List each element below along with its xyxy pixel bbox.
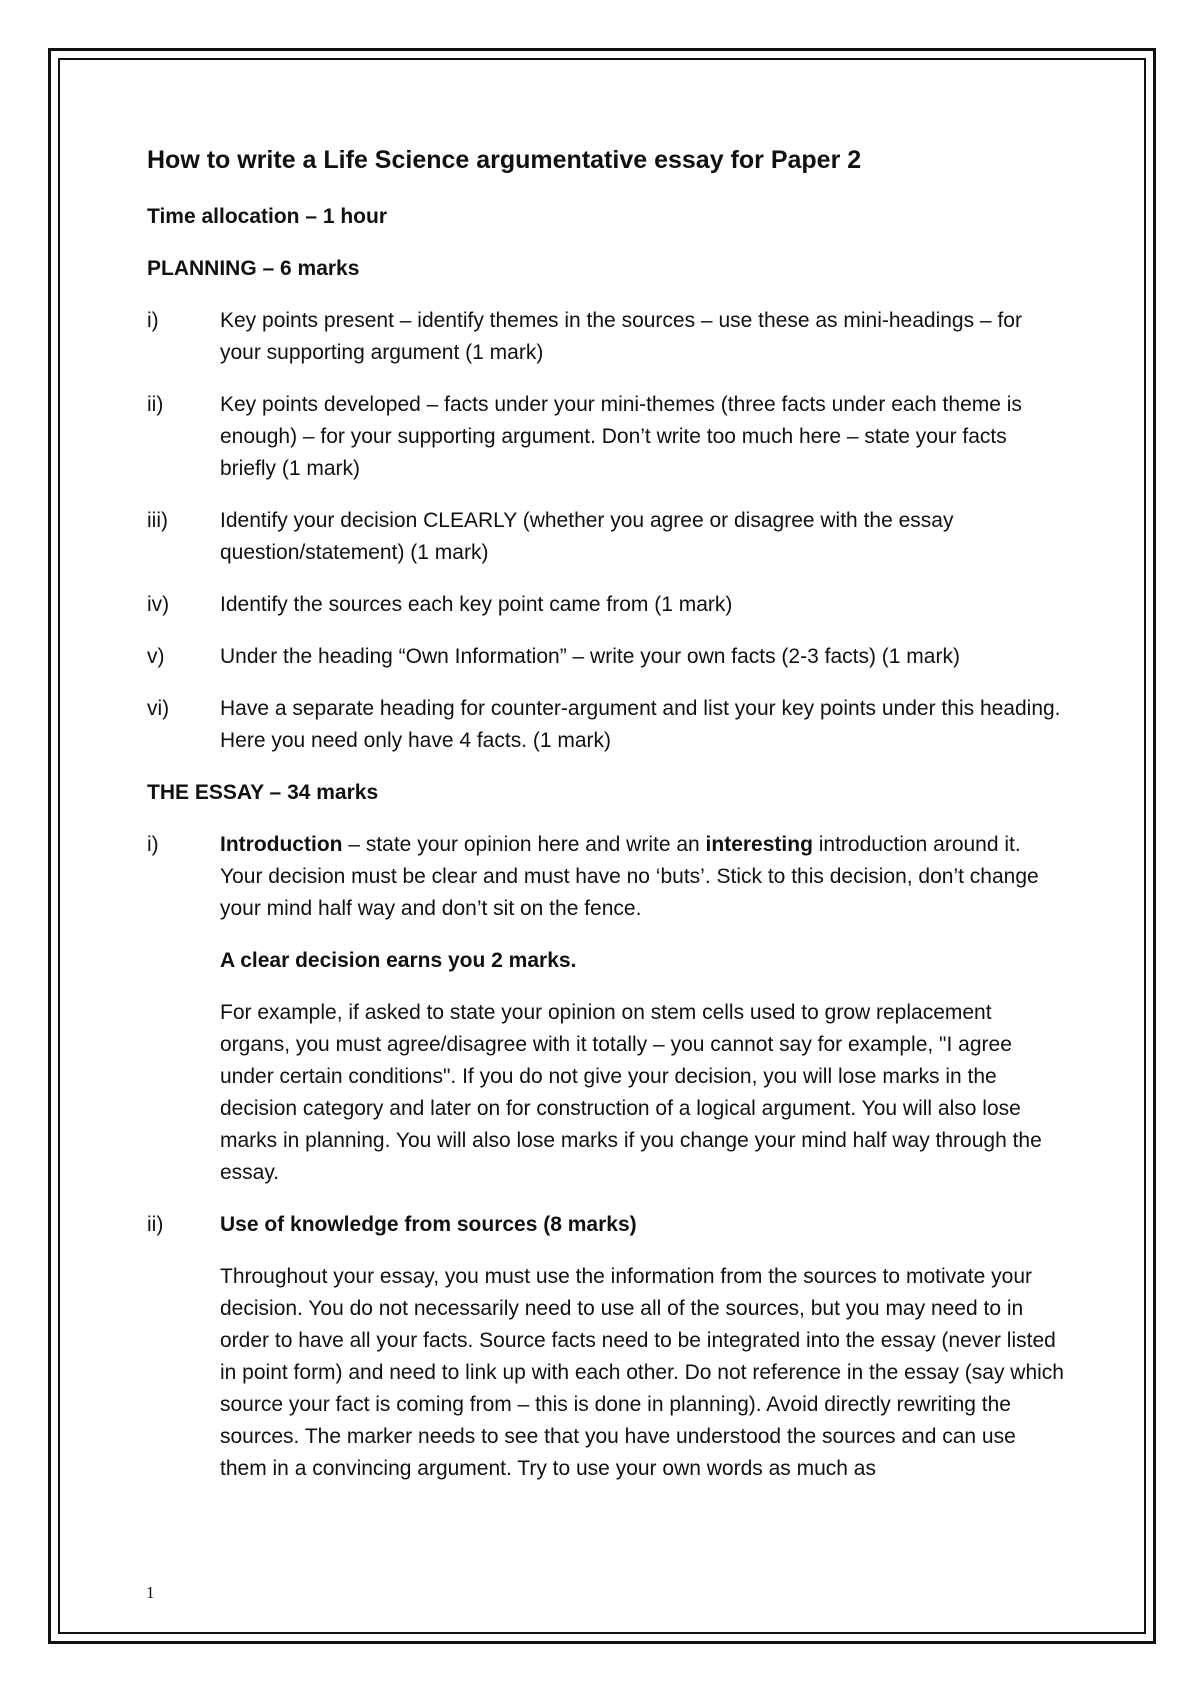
list-number: iv) — [147, 593, 170, 616]
list-number: iii) — [147, 509, 168, 532]
decision-note: A clear decision earns you 2 marks. — [220, 949, 577, 972]
list-text: Have a separate heading for counter-argument and list your key points under this heading. Here you need only have 4 facts. (1 mark) — [220, 697, 1061, 752]
document-body — [147, 143, 1067, 1505]
list-item — [147, 505, 1067, 569]
list-text: Key points present – identify themes in the sources – use these as mini-headings – for your supporting argument (1 mark) — [220, 309, 1022, 364]
list-number: ii) — [147, 393, 164, 416]
list-item — [147, 389, 1067, 485]
introduction-text-a: – state your opinion here and write an — [342, 833, 706, 856]
list-number: i) — [147, 833, 159, 856]
page-number: 1 — [146, 1583, 155, 1602]
essay-heading: THE ESSAY – 34 marks — [147, 781, 379, 804]
list-text: Key points developed – facts under your mini-themes (three facts under each theme is enough) – for your supporting argument. Don’t write too much here – state your facts briefly (1 mark) — [220, 393, 1022, 480]
sources-paragraph: Throughout your essay, you must use the information from the sources to motivate your decision. You do not necessarily need to use all of the sources, but you may need to in order to have all your facts. Source facts need to be integrated into the essay (never listed in point form) and need to link up with each other. Do not reference in the essay (say which source your fact is coming from – this is done in planning). Avoid directly rewriting the sources. The marker needs to see that you have understood the sources and can use them in a convincing argument. Try to use your own words as much as — [220, 1265, 1064, 1480]
list-text — [220, 829, 1067, 925]
list-text: Identify the sources each key point came from (1 mark) — [220, 593, 733, 616]
document-title: How to write a Life Science argumentative essay for Paper 2 — [147, 146, 862, 174]
list-number: v) — [147, 645, 165, 668]
list-number: i) — [147, 309, 159, 332]
list-number: vi) — [147, 697, 170, 720]
essay-item-introduction — [147, 829, 1067, 925]
essay-item-sources — [147, 1209, 1067, 1241]
introduction-label: Introduction — [220, 833, 343, 856]
planning-heading: PLANNING – 6 marks — [147, 257, 360, 280]
sources-label: Use of knowledge from sources (8 marks) — [220, 1213, 637, 1236]
example-paragraph: For example, if asked to state your opinion on stem cells used to grow replacement organs, you must agree/disagree with it totally – you cannot say for example, "I agree under certain conditions". If you do not give your decision, you will lose marks in the decision category and later on for construction of a logical argument. You will also lose marks in planning. You will also lose marks if you change your mind half way through the essay. — [220, 1001, 1042, 1184]
introduction-emphasis: interesting — [705, 833, 813, 856]
list-item — [147, 305, 1067, 369]
list-text: Identify your decision CLEARLY (whether you agree or disagree with the essay question/statement) (1 mark) — [220, 509, 954, 564]
list-item — [147, 641, 1067, 673]
list-item — [147, 589, 1067, 621]
introduction-text-b: introduction around it. Your decision must be clear and must have no ‘buts’. Stick to this decision, don’t change your mind half way and don’t sit on the fence. — [220, 833, 1039, 920]
list-text: Under the heading “Own Information” – write your own facts (2-3 facts) (1 mark) — [220, 645, 960, 668]
list-item — [147, 693, 1067, 757]
list-number: ii) — [147, 1213, 164, 1236]
time-allocation: Time allocation – 1 hour — [147, 205, 388, 228]
